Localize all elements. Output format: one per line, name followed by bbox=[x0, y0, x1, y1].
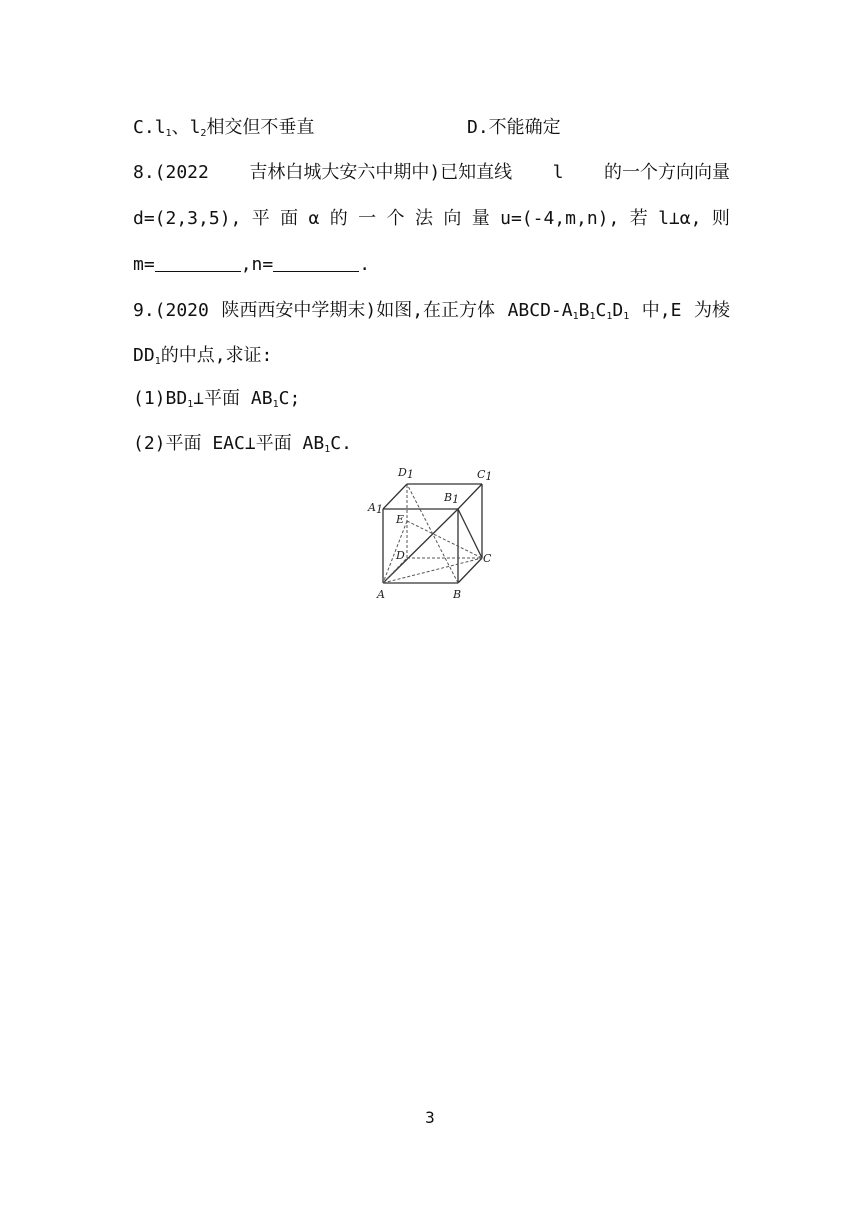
q8-n-label: ,n= bbox=[240, 254, 274, 275]
q8-w7: 法 bbox=[414, 208, 433, 229]
q8-w9: 量 bbox=[471, 208, 490, 229]
q9-part1-a: (1)BD bbox=[133, 388, 188, 409]
q9-part1-c: C; bbox=[278, 388, 301, 409]
q9-cube-b: B bbox=[578, 300, 590, 321]
q8-w13: 则 bbox=[711, 208, 730, 229]
q8-source: 吉林白城大安六中期中)已知直线 bbox=[249, 162, 513, 183]
option-c-sub2: 2 bbox=[200, 128, 207, 139]
q8-direction-vector: 的一个方向向量 bbox=[604, 162, 730, 183]
option-c-sub1: 1 bbox=[165, 128, 172, 139]
label-a1: A1 bbox=[368, 501, 383, 516]
q9-line1 bbox=[133, 299, 730, 323]
q9-line2 bbox=[133, 344, 272, 368]
q9-edge: 为棱 bbox=[693, 300, 730, 321]
q9-sub-a: 1 bbox=[572, 311, 579, 322]
label-d1: D1 bbox=[398, 466, 414, 481]
q9-sub-b: 1 bbox=[589, 311, 596, 322]
q8-n-blank[interactable] bbox=[273, 253, 359, 272]
q8-end: . bbox=[359, 254, 371, 275]
q9-number: 9.(2020 bbox=[133, 300, 209, 321]
q8-line2 bbox=[133, 207, 730, 231]
q9-cube-c: C bbox=[595, 300, 607, 321]
option-c-text: 相交但不垂直 bbox=[206, 117, 315, 138]
q8-d-vector: d=(2,3,5), bbox=[133, 208, 242, 229]
q9-part1 bbox=[133, 387, 300, 411]
q8-line3 bbox=[133, 253, 370, 277]
q9-prove: 的中点,求证: bbox=[160, 345, 273, 366]
q9-part2-b: C. bbox=[330, 433, 352, 454]
option-c-l2: l bbox=[189, 117, 201, 138]
cube-figure bbox=[360, 460, 500, 610]
option-c-prefix: C. bbox=[133, 117, 155, 138]
q8-w5: 一 bbox=[358, 208, 377, 229]
label-c: C bbox=[483, 552, 492, 565]
hidden-e-c bbox=[407, 521, 482, 558]
page-number: 3 bbox=[425, 1108, 435, 1127]
label-d: D bbox=[396, 549, 405, 562]
q8-l: l bbox=[552, 162, 564, 183]
q8-perp: l⊥α, bbox=[658, 208, 702, 229]
q8-w4: 的 bbox=[329, 208, 348, 229]
label-e: E bbox=[396, 513, 405, 526]
q9-part1-b: ⊥平面 AB bbox=[193, 388, 273, 409]
q8-m-blank[interactable] bbox=[155, 253, 241, 272]
q9-part2-sub: 1 bbox=[324, 444, 331, 455]
q8-w8: 向 bbox=[443, 208, 462, 229]
label-b: B bbox=[453, 588, 462, 601]
option-c-sep: 、 bbox=[171, 117, 190, 138]
option-c-l1: l bbox=[154, 117, 166, 138]
q8-u-vector: u=(-4,m,n), bbox=[500, 208, 620, 229]
q9-dd: DD bbox=[133, 345, 155, 366]
q9-part1-sub2: 1 bbox=[272, 399, 279, 410]
edge-a1-d1 bbox=[383, 484, 407, 509]
q9-part2 bbox=[133, 432, 352, 456]
q9-e-point: 中,E bbox=[641, 300, 682, 321]
diag-b1-c bbox=[458, 509, 482, 558]
q8-w6: 个 bbox=[386, 208, 405, 229]
q9-cube-a: ABCD-A bbox=[507, 300, 573, 321]
label-a: A bbox=[377, 588, 385, 601]
q9-source: 陕西西安中学期末)如图,在正方体 bbox=[221, 300, 496, 321]
q8-alpha: α bbox=[308, 208, 320, 229]
q9-dd-sub: 1 bbox=[154, 356, 161, 367]
q8-m-label: m= bbox=[133, 254, 155, 275]
q8-number: 8.(2022 bbox=[133, 162, 209, 183]
q9-part1-sub1: 1 bbox=[187, 399, 194, 410]
q9-part2-a: (2)平面 EAC⊥平面 AB bbox=[133, 433, 325, 454]
q9-cube-d: D bbox=[612, 300, 624, 321]
q8-w2: 面 bbox=[280, 208, 299, 229]
option-d: D.不能确定 bbox=[467, 117, 561, 138]
label-b1: B1 bbox=[444, 491, 460, 506]
edge-c-b bbox=[458, 558, 482, 583]
q9-cube-name bbox=[508, 299, 630, 323]
option-c bbox=[133, 116, 314, 140]
edge-c1-b1 bbox=[458, 484, 482, 509]
q8-w1: 平 bbox=[251, 208, 270, 229]
q9-sub-d: 1 bbox=[623, 311, 630, 322]
label-c1: C1 bbox=[477, 468, 493, 483]
q8-w11: 若 bbox=[629, 208, 648, 229]
q8-line1 bbox=[133, 161, 730, 185]
q9-sub-c: 1 bbox=[606, 311, 613, 322]
